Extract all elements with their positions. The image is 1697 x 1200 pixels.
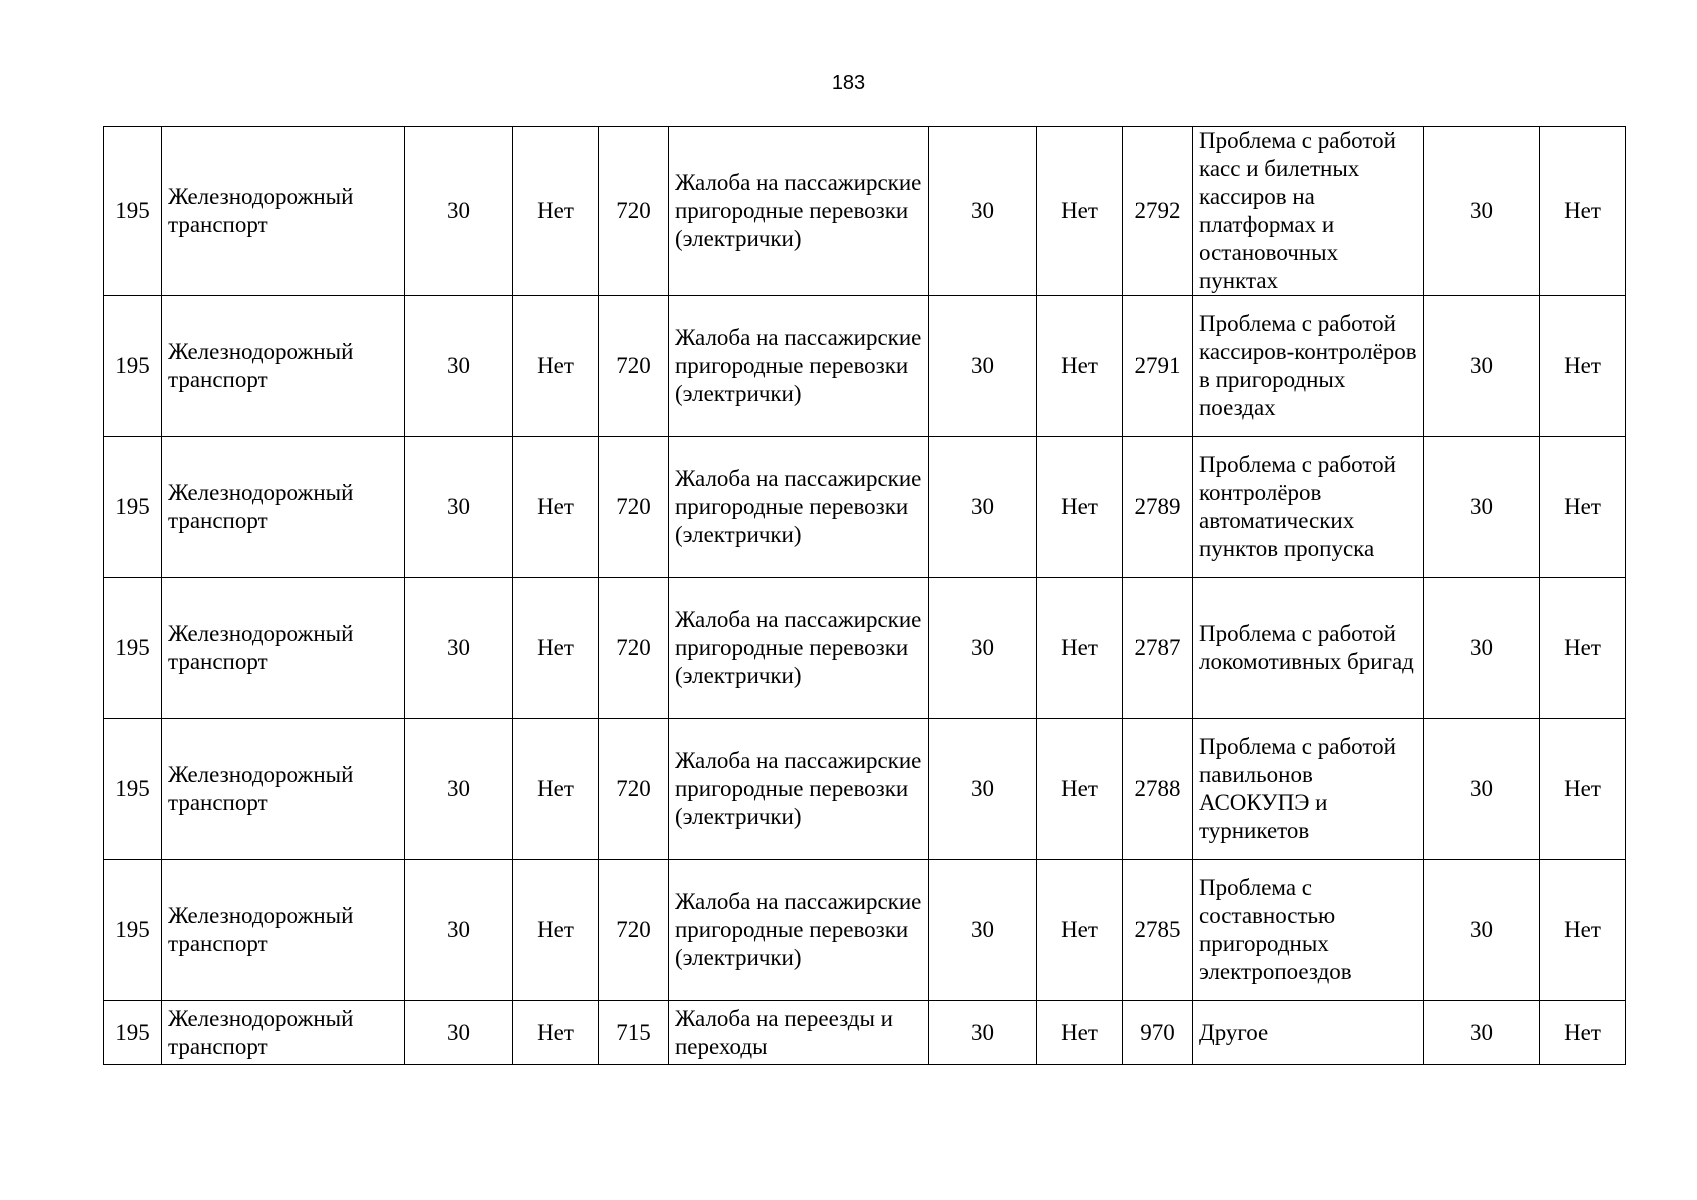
cell-days-1: 30 xyxy=(405,127,513,296)
cell-code-2: 2785 xyxy=(1123,860,1193,1001)
cell-id: 195 xyxy=(104,1001,162,1065)
table-row xyxy=(104,296,1626,437)
cell-id: 195 xyxy=(104,437,162,578)
cell-flag-1: Нет xyxy=(513,719,599,860)
cell-flag-2: Нет xyxy=(1037,1001,1123,1065)
cell-code-1: 720 xyxy=(599,719,669,860)
cell-days-3: 30 xyxy=(1424,578,1540,719)
cell-days-2: 30 xyxy=(929,296,1037,437)
cell-id: 195 xyxy=(104,578,162,719)
cell-days-3: 30 xyxy=(1424,1001,1540,1065)
cell-category: Железнодорожный транспорт xyxy=(162,127,405,296)
cell-subject: Жалоба на пассажирские пригородные перевозки (электрички) xyxy=(669,860,929,1001)
cell-days-1: 30 xyxy=(405,578,513,719)
cell-problem: Проблема с работой кассиров-контролёров в пригородных поездах xyxy=(1193,296,1424,437)
cell-days-2: 30 xyxy=(929,860,1037,1001)
table-row xyxy=(104,1001,1626,1065)
cell-category: Железнодорожный транспорт xyxy=(162,437,405,578)
cell-days-2: 30 xyxy=(929,127,1037,296)
table-row xyxy=(104,127,1626,296)
cell-flag-3: Нет xyxy=(1540,437,1626,578)
cell-flag-1: Нет xyxy=(513,437,599,578)
cell-code-1: 720 xyxy=(599,437,669,578)
cell-days-2: 30 xyxy=(929,1001,1037,1065)
cell-flag-2: Нет xyxy=(1037,860,1123,1001)
cell-code-2: 970 xyxy=(1123,1001,1193,1065)
cell-days-2: 30 xyxy=(929,578,1037,719)
cell-category: Железнодорожный транспорт xyxy=(162,719,405,860)
cell-flag-2: Нет xyxy=(1037,127,1123,296)
cell-days-3: 30 xyxy=(1424,719,1540,860)
cell-problem: Проблема с работой контролёров автоматических пунктов пропуска xyxy=(1193,437,1424,578)
cell-category: Железнодорожный транспорт xyxy=(162,1001,405,1065)
cell-days-3: 30 xyxy=(1424,860,1540,1001)
cell-problem: Проблема с работой локомотивных бригад xyxy=(1193,578,1424,719)
cell-category: Железнодорожный транспорт xyxy=(162,296,405,437)
cell-problem: Проблема с работой касс и билетных кассиров на платформах и остановочных пунктах xyxy=(1193,127,1424,296)
cell-code-2: 2788 xyxy=(1123,719,1193,860)
cell-id: 195 xyxy=(104,719,162,860)
cell-code-1: 720 xyxy=(599,578,669,719)
table-row xyxy=(104,437,1626,578)
cell-code-2: 2787 xyxy=(1123,578,1193,719)
cell-problem: Другое xyxy=(1193,1001,1424,1065)
cell-days-1: 30 xyxy=(405,860,513,1001)
cell-category: Железнодорожный транспорт xyxy=(162,578,405,719)
cell-days-1: 30 xyxy=(405,1001,513,1065)
cell-flag-2: Нет xyxy=(1037,437,1123,578)
cell-days-1: 30 xyxy=(405,719,513,860)
cell-days-2: 30 xyxy=(929,437,1037,578)
cell-id: 195 xyxy=(104,296,162,437)
cell-code-2: 2789 xyxy=(1123,437,1193,578)
cell-days-3: 30 xyxy=(1424,296,1540,437)
cell-code-1: 720 xyxy=(599,860,669,1001)
cell-flag-3: Нет xyxy=(1540,719,1626,860)
cell-flag-1: Нет xyxy=(513,1001,599,1065)
cell-flag-3: Нет xyxy=(1540,860,1626,1001)
cell-flag-1: Нет xyxy=(513,127,599,296)
cell-id: 195 xyxy=(104,127,162,296)
cell-code-2: 2791 xyxy=(1123,296,1193,437)
table-row xyxy=(104,860,1626,1001)
table-row xyxy=(104,578,1626,719)
cell-subject: Жалоба на пассажирские пригородные перевозки (электрички) xyxy=(669,127,929,296)
cell-subject: Жалоба на переезды и переходы xyxy=(669,1001,929,1065)
cell-flag-1: Нет xyxy=(513,578,599,719)
cell-subject: Жалоба на пассажирские пригородные перевозки (электрички) xyxy=(669,296,929,437)
cell-days-3: 30 xyxy=(1424,127,1540,296)
cell-flag-3: Нет xyxy=(1540,1001,1626,1065)
cell-flag-3: Нет xyxy=(1540,296,1626,437)
cell-days-1: 30 xyxy=(405,296,513,437)
cell-flag-2: Нет xyxy=(1037,296,1123,437)
cell-flag-1: Нет xyxy=(513,296,599,437)
cell-subject: Жалоба на пассажирские пригородные перевозки (электрички) xyxy=(669,437,929,578)
cell-subject: Жалоба на пассажирские пригородные перевозки (электрички) xyxy=(669,578,929,719)
cell-subject: Жалоба на пассажирские пригородные перевозки (электрички) xyxy=(669,719,929,860)
cell-days-3: 30 xyxy=(1424,437,1540,578)
cell-category: Железнодорожный транспорт xyxy=(162,860,405,1001)
cell-code-1: 720 xyxy=(599,127,669,296)
cell-days-1: 30 xyxy=(405,437,513,578)
cell-code-2: 2792 xyxy=(1123,127,1193,296)
cell-flag-2: Нет xyxy=(1037,578,1123,719)
cell-flag-1: Нет xyxy=(513,860,599,1001)
cell-code-1: 715 xyxy=(599,1001,669,1065)
cell-flag-3: Нет xyxy=(1540,127,1626,296)
cell-flag-3: Нет xyxy=(1540,578,1626,719)
cell-id: 195 xyxy=(104,860,162,1001)
table-row xyxy=(104,719,1626,860)
cell-problem: Проблема с составностью пригородных электропоездов xyxy=(1193,860,1424,1001)
cell-code-1: 720 xyxy=(599,296,669,437)
cell-flag-2: Нет xyxy=(1037,719,1123,860)
cell-problem: Проблема с работой павильонов АСОКУПЭ и турникетов xyxy=(1193,719,1424,860)
cell-days-2: 30 xyxy=(929,719,1037,860)
document-table xyxy=(103,126,1626,1065)
page-number: 183 xyxy=(831,72,866,94)
